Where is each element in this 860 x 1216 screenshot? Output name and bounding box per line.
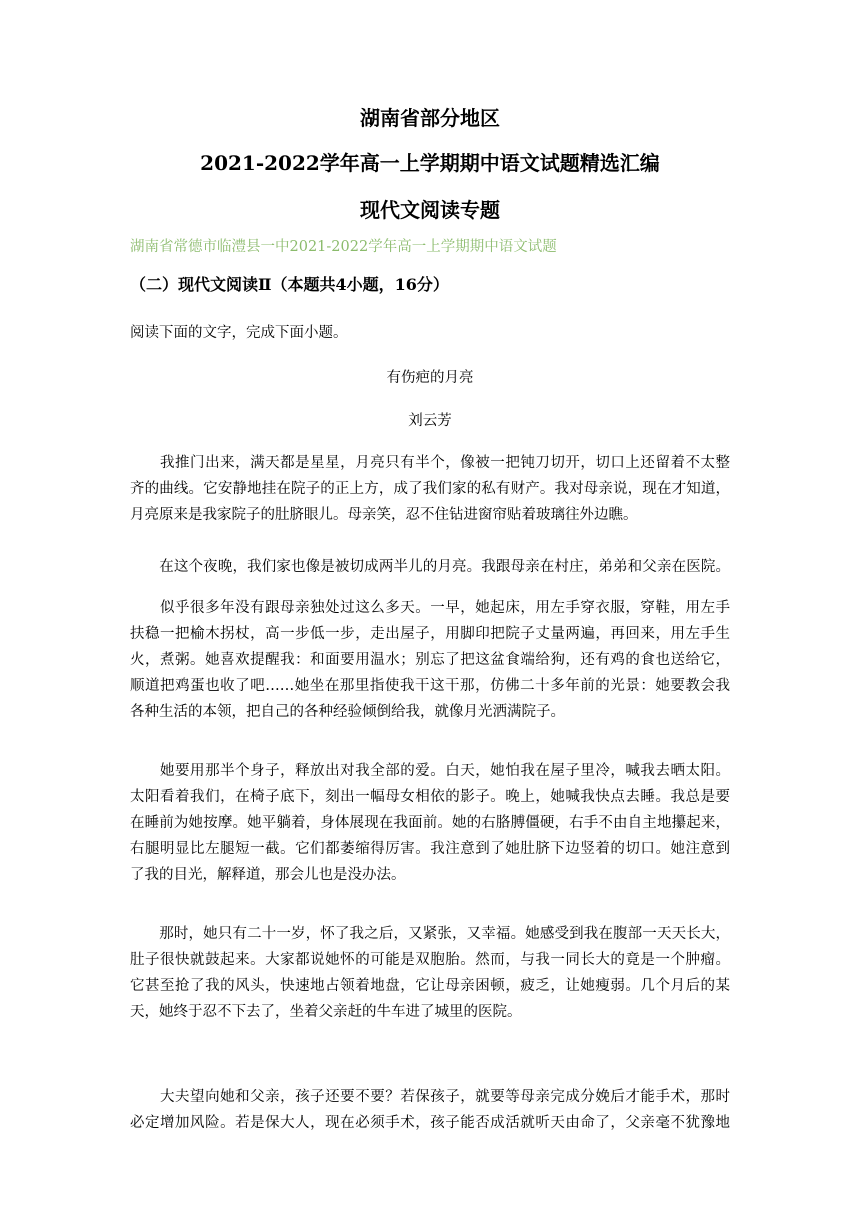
paragraph	[130, 554, 730, 580]
paragraph-line: 太阳看着我们，在椅子底下，刻出一幅母女相依的影子。晚上，她喊我快点去睡。我总是要	[130, 789, 730, 805]
paragraph-line: 我推门出来，满天都是星星，月亮只有半个，像被一把钝刀切开，切口上还留着不太整	[130, 455, 730, 471]
paragraph-line: 在这个夜晚，我们家也像是被切成两半儿的月亮。我跟母亲在村庄，弟弟和父亲在医院。	[130, 559, 730, 575]
paragraph-line: 她要用那半个身子，释放出对我全部的爱。白天，她怕我在屋子里冷，喊我去晒太阳。	[130, 763, 730, 779]
paragraph-line: 大夫望向她和父亲，孩子还要不要？若保孩子，就要等母亲完成分娩后才能手术，那时	[130, 1089, 730, 1105]
document-title-topic: 现代文阅读专题	[360, 198, 500, 222]
story-author: 刘云芳	[408, 413, 452, 429]
document-title-main: 2021-2022学年高一上学期期中语文试题精选汇编	[200, 151, 660, 175]
paragraph-line: 在睡前为她按摩。她平躺着，身体展现在我面前。她的右胳膊僵硬，右手不由自主地攥起来，	[130, 815, 730, 831]
paragraph-line: 右腿明显比左腿短一截。它们都萎缩得厉害。我注意到了她肚脐下边竖着的切口。她注意到	[130, 841, 730, 857]
paragraph-line: 那时，她只有二十一岁，怀了我之后，又紧张，又幸福。她感受到我在腹部一天天长大，	[130, 926, 730, 942]
paragraph-line: 了我的目光，解释道，那会儿也是没办法。	[130, 867, 406, 883]
reading-instruction: 阅读下面的文字，完成下面小题。	[130, 325, 348, 341]
paragraph-line: 似乎很多年没有跟母亲独处过这么多天。一早，她起床，用左手穿衣服，穿鞋，用左手	[130, 600, 730, 616]
paragraph	[130, 921, 730, 1025]
paragraph-line: 它甚至抢了我的风头，快速地占领着地盘，它让母亲困顿，疲乏，让她瘦弱。几个月后的某	[130, 978, 730, 994]
section-heading: （二）现代文阅读Ⅱ（本题共4小题，16分）	[130, 275, 449, 294]
paragraph-line: 各种生活的本领，把自己的各种经验倾倒给我，就像月光洒满院子。	[130, 704, 565, 720]
paragraph-line: 顺道把鸡蛋也收了吧……她坐在那里指使我干这干那，仿佛二十多年前的光景：她要教会我	[130, 678, 730, 694]
story-title: 有伤疤的月亮	[386, 370, 474, 386]
paragraph	[130, 1084, 730, 1136]
paragraph-line: 必定增加风险。若是保大人，现在必须手术，孩子能否成活就听天由命了，父亲毫不犹豫地	[130, 1115, 730, 1131]
paragraph-line: 火，煮粥。她喜欢提醒我：和面要用温水；别忘了把这盆食端给狗，还有鸡的食也送给它，	[130, 652, 730, 668]
paragraph-line: 肚子很快就鼓起来。大家都说她怀的可能是双胞胎。然而，与我一同长大的竟是一个肿瘤。	[130, 952, 730, 968]
paragraph-line: 月亮原来是我家院子的肚脐眼儿。母亲笑，忍不住钻进窗帘贴着玻璃往外边瞧。	[130, 507, 638, 523]
paragraph	[130, 758, 730, 888]
paragraph-line: 扶稳一把榆木拐杖，高一步低一步，走出屋子，用脚印把院子丈量两遍，再回来，用左手生	[130, 626, 730, 642]
source-citation: 湖南省常德市临澧县一中2021-2022学年高一上学期期中语文试题	[130, 239, 557, 255]
paragraph	[130, 595, 730, 725]
paragraph-line: 齐的曲线。它安静地挂在院子的正上方，成了我们家的私有财产。我对母亲说，现在才知道，	[130, 481, 730, 497]
paragraph	[130, 450, 730, 528]
document-title-region: 湖南省部分地区	[360, 106, 500, 130]
paragraph-line: 天，她终于忍不下去了，坐着父亲赶的牛车进了城里的医院。	[130, 1004, 522, 1020]
